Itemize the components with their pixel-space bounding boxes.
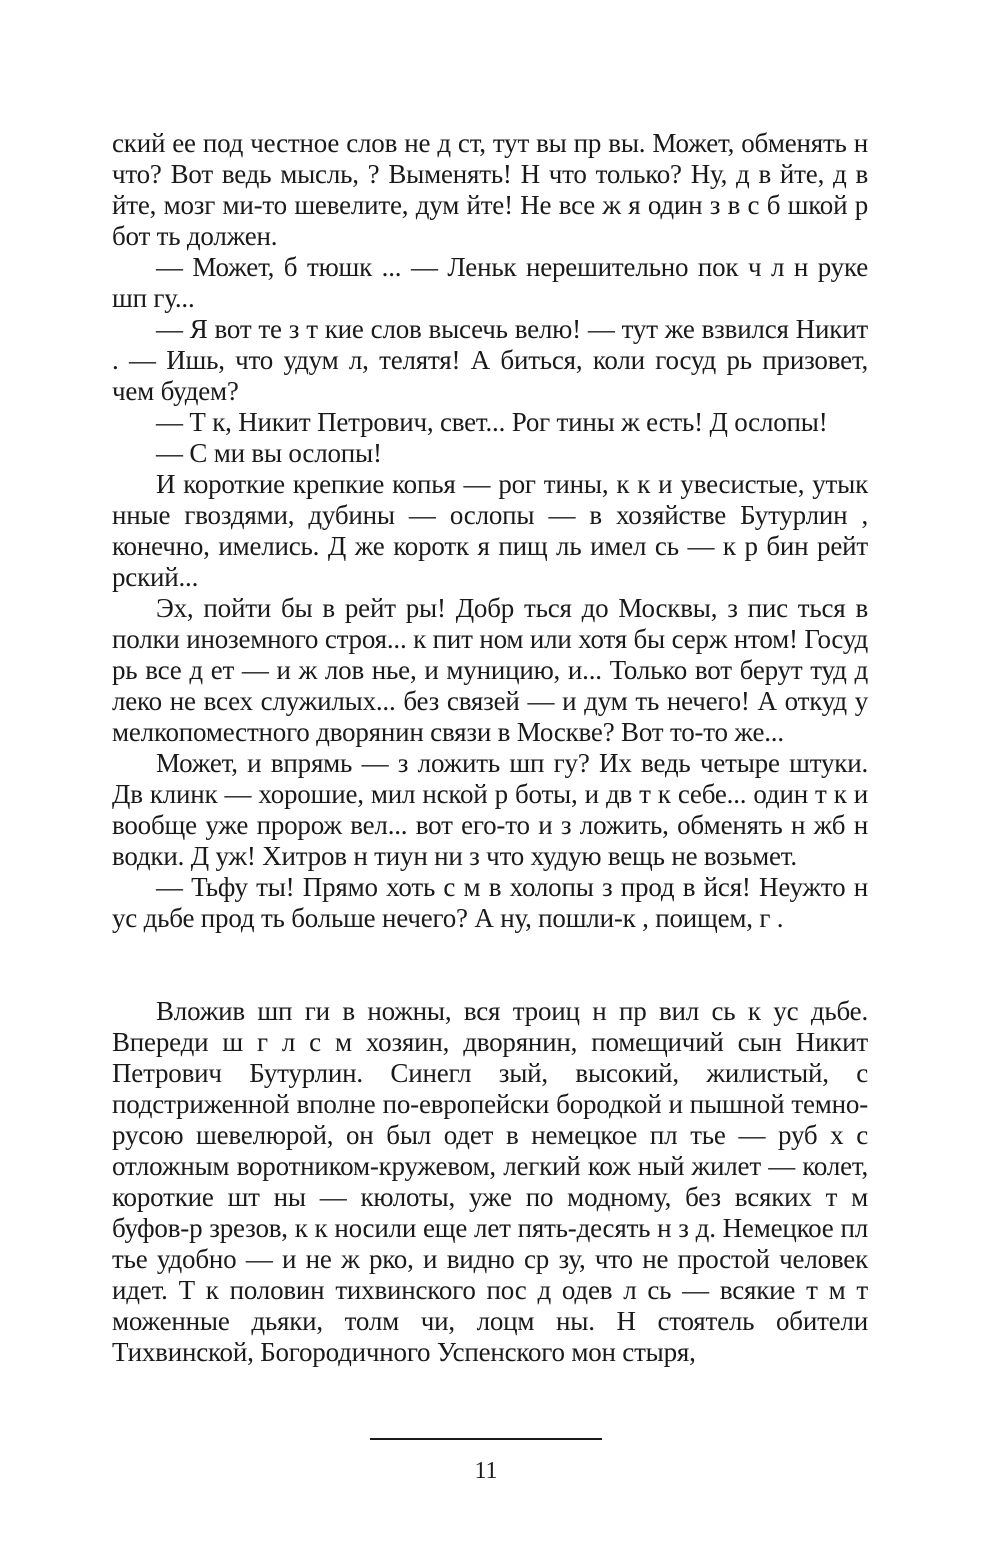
page-number: 11 [474,1458,498,1484]
paragraph: Эх, пойти бы в рейт ры! Добр ться до Москвы, з пис ться в полки иноземного строя... к пит ном или хотя бы серж нтом! Госуд рь все д ет — и ж лов нье, и муницию, и... Только вот берут туд д леко не всех служилых... без связей — и дум ть нечего! А откуд у мелкопоместного дворянин связи в Москве? Вот то-то же... [112,593,868,747]
paragraph: И короткие крепкие копья — рог тины, к к и увесистые, утык нные гвоздями, дубины — ослопы — в хозяйстве Бутурлин , конечно, имелись. Д же коротк я пищ ль имел сь — к р бин рейт рский... [112,469,868,592]
paragraph: — Я вот те з т кие слов высечь велю! — тут же взвился Никит . — Ишь, что удум л, телятя! А биться, коли госуд рь призовет, чем будем? [112,314,868,406]
page-text-block [112,128,868,1368]
paragraph: ский ее под честное слов не д ст, тут вы пр вы. Может, обменять н что? Вот ведь мысль, ? Выменять! Н что только? Ну, д в йте, д в йте, мозг ми-то шевелите, дум йте! Не все ж я один з в с б шкой р бот ть должен. [112,128,868,251]
paragraph: — Тьфу ты! Прямо хоть с м в холопы з прод в йся! Неужто н ус дьбе прод ть больше нечего? А ну, пошли-к , поищем, г . [112,872,868,933]
footer-rule [370,1438,602,1440]
paragraph: — Может, б тюшк ... — Леньк нерешительно пок ч л н руке шп гу... [112,252,868,313]
paragraph: Может, и впрямь — з ложить шп гу? Их ведь четыре штуки. Дв клинк — хорошие, мил нской р боты, и дв т к себе... один т к и вообще уже пророж вел... вот его-то и з ложить, обменять н жб н водки. Д уж! Хитров н тиун ни з что худую вещь не возьмет. [112,748,868,871]
section-break [112,934,868,996]
paragraph: — Т к, Никит Петрович, свет... Рог тины ж есть! Д ослопы! [156,407,828,437]
paragraph: Вложив шп ги в ножны, вся троиц н пр вил сь к ус дьбе. Впереди ш г л с м хозяин, дворянин, помещичий сын Никит Петрович Бутурлин. Синегл зый, высокий, жилистый, с подстриженной вполне по-европейски бородкой и пышной темно-русою шевелюрой, он был одет в немецкое пл тье — руб х с отложным воротником-кружевом, легкий кож ный жилет — колет, короткие шт ны — кюлоты, уже по модному, без всяких т м буфов-р зрезов, к к носили еще лет пять-десять н з д. Немецкое пл тье удобно — и не ж рко, и видно ср зу, что не простой человек идет. Т к половин тихвинского пос д одев л сь — всякие т м т моженные дьяки, толм чи, лоцм ны. Н стоятель обители Тихвинской, Богородичного Успенского мон стыря, [112,996,868,1367]
paragraph: — С ми вы ослопы! [156,438,382,468]
